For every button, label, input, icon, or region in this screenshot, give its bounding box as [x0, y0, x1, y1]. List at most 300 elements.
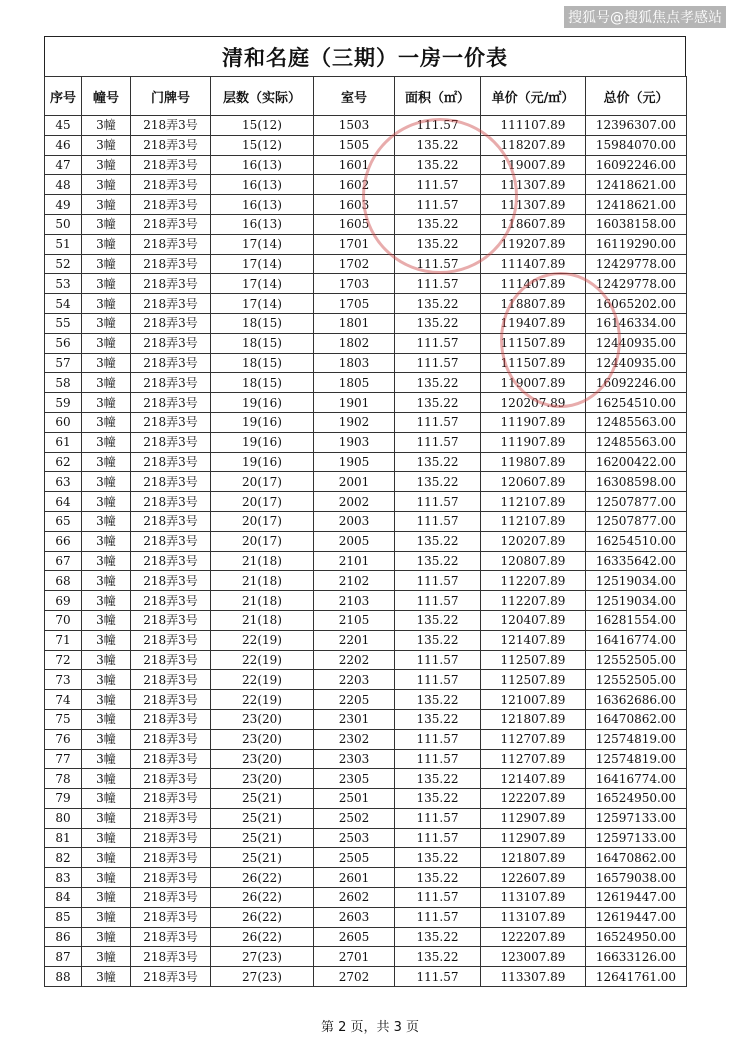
cell-room: 2205 [314, 690, 395, 710]
cell-building: 3幢 [82, 789, 131, 809]
cell-building: 3幢 [82, 254, 131, 274]
cell-floor: 21(18) [211, 551, 314, 571]
cell-floor: 22(19) [211, 690, 314, 710]
cell-index: 64 [45, 492, 82, 512]
table-row [45, 274, 687, 294]
cell-building: 3幢 [82, 234, 131, 254]
cell-room: 2301 [314, 709, 395, 729]
cell-unit-price: 112707.89 [481, 729, 586, 749]
cell-floor: 21(18) [211, 571, 314, 591]
cell-floor: 19(16) [211, 393, 314, 413]
cell-floor: 17(14) [211, 234, 314, 254]
cell-total-price: 15984070.00 [586, 135, 687, 155]
cell-area: 135.22 [395, 214, 481, 234]
cell-floor: 26(22) [211, 868, 314, 888]
cell-building: 3幢 [82, 472, 131, 492]
cell-index: 83 [45, 868, 82, 888]
cell-floor: 25(21) [211, 848, 314, 868]
cell-total-price: 12429778.00 [586, 254, 687, 274]
cell-total-price: 16254510.00 [586, 531, 687, 551]
cell-total-price: 16119290.00 [586, 234, 687, 254]
cell-total-price: 12552505.00 [586, 650, 687, 670]
cell-area: 135.22 [395, 313, 481, 333]
cell-room: 2303 [314, 749, 395, 769]
cell-unit-price: 120207.89 [481, 531, 586, 551]
cell-building: 3幢 [82, 214, 131, 234]
cell-room: 1903 [314, 432, 395, 452]
cell-area: 111.57 [395, 412, 481, 432]
page-footer: 第 2 页，共 3 页 [320, 1020, 420, 1035]
cell-unit-price: 111507.89 [481, 333, 586, 353]
cell-floor: 25(21) [211, 808, 314, 828]
cell-floor: 23(20) [211, 769, 314, 789]
table-row [45, 294, 687, 314]
cell-building: 3幢 [82, 630, 131, 650]
cell-unit-price: 113307.89 [481, 967, 586, 987]
cell-unit-price: 121407.89 [481, 630, 586, 650]
cell-index: 86 [45, 927, 82, 947]
cell-unit-price: 121407.89 [481, 769, 586, 789]
cell-area: 111.57 [395, 650, 481, 670]
table-row [45, 116, 687, 136]
cell-index: 82 [45, 848, 82, 868]
cell-door-number: 218弄3号 [131, 333, 211, 353]
cell-door-number: 218弄3号 [131, 353, 211, 373]
table-row [45, 729, 687, 749]
cell-total-price: 16038158.00 [586, 214, 687, 234]
cell-floor: 25(21) [211, 828, 314, 848]
cell-index: 73 [45, 670, 82, 690]
cell-index: 53 [45, 274, 82, 294]
cell-floor: 17(14) [211, 294, 314, 314]
cell-area: 135.22 [395, 393, 481, 413]
cell-unit-price: 112107.89 [481, 511, 586, 531]
table-row [45, 175, 687, 195]
cell-floor: 22(19) [211, 650, 314, 670]
cell-door-number: 218弄3号 [131, 492, 211, 512]
cell-total-price: 16362686.00 [586, 690, 687, 710]
cell-building: 3幢 [82, 274, 131, 294]
cell-floor: 27(23) [211, 967, 314, 987]
cell-room: 2305 [314, 769, 395, 789]
cell-floor: 21(18) [211, 610, 314, 630]
cell-building: 3幢 [82, 373, 131, 393]
cell-area: 135.22 [395, 868, 481, 888]
cell-total-price: 12507877.00 [586, 511, 687, 531]
cell-floor: 22(19) [211, 630, 314, 650]
cell-index: 80 [45, 808, 82, 828]
table-row [45, 234, 687, 254]
cell-area: 111.57 [395, 274, 481, 294]
cell-room: 2201 [314, 630, 395, 650]
table-row [45, 531, 687, 551]
table-row [45, 630, 687, 650]
cell-building: 3幢 [82, 907, 131, 927]
table-row [45, 155, 687, 175]
cell-index: 45 [45, 116, 82, 136]
cell-index: 58 [45, 373, 82, 393]
cell-door-number: 218弄3号 [131, 848, 211, 868]
cell-floor: 20(17) [211, 472, 314, 492]
cell-unit-price: 119807.89 [481, 452, 586, 472]
cell-unit-price: 120207.89 [481, 393, 586, 413]
cell-unit-price: 112207.89 [481, 571, 586, 591]
cell-door-number: 218弄3号 [131, 650, 211, 670]
cell-index: 63 [45, 472, 82, 492]
table-row [45, 927, 687, 947]
cell-index: 54 [45, 294, 82, 314]
table-row [45, 452, 687, 472]
cell-total-price: 16065202.00 [586, 294, 687, 314]
cell-room: 2005 [314, 531, 395, 551]
cell-area: 135.22 [395, 848, 481, 868]
cell-index: 51 [45, 234, 82, 254]
table-header-row [45, 77, 687, 116]
table-row [45, 610, 687, 630]
cell-door-number: 218弄3号 [131, 175, 211, 195]
header-room: 室号 [314, 77, 395, 116]
cell-area: 135.22 [395, 135, 481, 155]
cell-area: 111.57 [395, 353, 481, 373]
cell-building: 3幢 [82, 808, 131, 828]
cell-room: 1805 [314, 373, 395, 393]
table-row [45, 690, 687, 710]
table-row [45, 373, 687, 393]
cell-floor: 17(14) [211, 254, 314, 274]
cell-building: 3幢 [82, 690, 131, 710]
cell-floor: 18(15) [211, 313, 314, 333]
cell-index: 55 [45, 313, 82, 333]
cell-unit-price: 122207.89 [481, 789, 586, 809]
cell-total-price: 12619447.00 [586, 888, 687, 908]
cell-room: 1803 [314, 353, 395, 373]
cell-index: 65 [45, 511, 82, 531]
cell-floor: 18(15) [211, 353, 314, 373]
cell-unit-price: 111907.89 [481, 432, 586, 452]
cell-door-number: 218弄3号 [131, 947, 211, 967]
cell-unit-price: 112707.89 [481, 749, 586, 769]
cell-total-price: 12574819.00 [586, 729, 687, 749]
cell-unit-price: 111307.89 [481, 175, 586, 195]
cell-area: 135.22 [395, 531, 481, 551]
cell-floor: 16(13) [211, 195, 314, 215]
cell-floor: 26(22) [211, 907, 314, 927]
header-building: 幢号 [82, 77, 131, 116]
cell-total-price: 16416774.00 [586, 630, 687, 650]
cell-room: 1601 [314, 155, 395, 175]
cell-total-price: 12429778.00 [586, 274, 687, 294]
table-body [45, 116, 687, 987]
cell-door-number: 218弄3号 [131, 630, 211, 650]
table-row [45, 432, 687, 452]
cell-floor: 18(15) [211, 333, 314, 353]
table-row [45, 670, 687, 690]
cell-building: 3幢 [82, 650, 131, 670]
cell-index: 46 [45, 135, 82, 155]
cell-total-price: 12641761.00 [586, 967, 687, 987]
cell-total-price: 12485563.00 [586, 432, 687, 452]
cell-area: 135.22 [395, 789, 481, 809]
cell-total-price: 16470862.00 [586, 848, 687, 868]
table-row [45, 254, 687, 274]
cell-building: 3幢 [82, 868, 131, 888]
cell-area: 111.57 [395, 967, 481, 987]
cell-area: 135.22 [395, 551, 481, 571]
cell-door-number: 218弄3号 [131, 214, 211, 234]
cell-area: 111.57 [395, 492, 481, 512]
cell-room: 2605 [314, 927, 395, 947]
table-row [45, 868, 687, 888]
cell-total-price: 16524950.00 [586, 789, 687, 809]
cell-area: 111.57 [395, 511, 481, 531]
table-row [45, 907, 687, 927]
table-row [45, 769, 687, 789]
cell-room: 2103 [314, 591, 395, 611]
cell-building: 3幢 [82, 571, 131, 591]
cell-building: 3幢 [82, 749, 131, 769]
cell-unit-price: 122607.89 [481, 868, 586, 888]
cell-index: 85 [45, 907, 82, 927]
cell-room: 2202 [314, 650, 395, 670]
cell-total-price: 12552505.00 [586, 670, 687, 690]
cell-index: 56 [45, 333, 82, 353]
cell-door-number: 218弄3号 [131, 116, 211, 136]
cell-building: 3幢 [82, 848, 131, 868]
cell-room: 2101 [314, 551, 395, 571]
cell-area: 135.22 [395, 373, 481, 393]
cell-room: 1902 [314, 412, 395, 432]
cell-room: 2602 [314, 888, 395, 908]
cell-door-number: 218弄3号 [131, 393, 211, 413]
cell-room: 1802 [314, 333, 395, 353]
cell-building: 3幢 [82, 155, 131, 175]
cell-area: 135.22 [395, 472, 481, 492]
cell-index: 57 [45, 353, 82, 373]
table-row [45, 749, 687, 769]
cell-total-price: 16092246.00 [586, 155, 687, 175]
cell-door-number: 218弄3号 [131, 452, 211, 472]
cell-area: 135.22 [395, 690, 481, 710]
cell-area: 111.57 [395, 907, 481, 927]
cell-area: 111.57 [395, 195, 481, 215]
table-row [45, 709, 687, 729]
cell-room: 1602 [314, 175, 395, 195]
cell-total-price: 12485563.00 [586, 412, 687, 432]
cell-area: 111.57 [395, 828, 481, 848]
cell-total-price: 16308598.00 [586, 472, 687, 492]
cell-unit-price: 120807.89 [481, 551, 586, 571]
cell-floor: 26(22) [211, 927, 314, 947]
cell-total-price: 16416774.00 [586, 769, 687, 789]
cell-room: 2603 [314, 907, 395, 927]
cell-index: 72 [45, 650, 82, 670]
table-row [45, 214, 687, 234]
cell-building: 3幢 [82, 294, 131, 314]
table-row [45, 888, 687, 908]
cell-door-number: 218弄3号 [131, 927, 211, 947]
cell-room: 2001 [314, 472, 395, 492]
cell-unit-price: 119207.89 [481, 234, 586, 254]
cell-building: 3幢 [82, 670, 131, 690]
table-row [45, 947, 687, 967]
cell-room: 1605 [314, 214, 395, 234]
cell-unit-price: 121007.89 [481, 690, 586, 710]
cell-unit-price: 111307.89 [481, 195, 586, 215]
cell-area: 111.57 [395, 254, 481, 274]
cell-index: 67 [45, 551, 82, 571]
table-row [45, 393, 687, 413]
cell-room: 2102 [314, 571, 395, 591]
cell-floor: 16(13) [211, 155, 314, 175]
cell-index: 47 [45, 155, 82, 175]
cell-building: 3幢 [82, 116, 131, 136]
cell-unit-price: 111407.89 [481, 254, 586, 274]
cell-door-number: 218弄3号 [131, 591, 211, 611]
cell-index: 88 [45, 967, 82, 987]
cell-unit-price: 112907.89 [481, 828, 586, 848]
cell-building: 3幢 [82, 195, 131, 215]
cell-building: 3幢 [82, 729, 131, 749]
table-row [45, 135, 687, 155]
cell-area: 135.22 [395, 155, 481, 175]
cell-unit-price: 111507.89 [481, 353, 586, 373]
cell-total-price: 12418621.00 [586, 175, 687, 195]
cell-door-number: 218弄3号 [131, 254, 211, 274]
cell-door-number: 218弄3号 [131, 531, 211, 551]
table-row [45, 828, 687, 848]
cell-building: 3幢 [82, 610, 131, 630]
cell-area: 135.22 [395, 452, 481, 472]
cell-area: 111.57 [395, 808, 481, 828]
cell-total-price: 12396307.00 [586, 116, 687, 136]
cell-unit-price: 118607.89 [481, 214, 586, 234]
cell-door-number: 218弄3号 [131, 967, 211, 987]
cell-building: 3幢 [82, 927, 131, 947]
cell-area: 111.57 [395, 333, 481, 353]
cell-index: 48 [45, 175, 82, 195]
cell-floor: 16(13) [211, 175, 314, 195]
cell-room: 1603 [314, 195, 395, 215]
table-row [45, 848, 687, 868]
cell-floor: 19(16) [211, 412, 314, 432]
cell-index: 68 [45, 571, 82, 591]
cell-floor: 22(19) [211, 670, 314, 690]
cell-total-price: 12440935.00 [586, 333, 687, 353]
table-row [45, 650, 687, 670]
cell-index: 78 [45, 769, 82, 789]
table-row [45, 472, 687, 492]
cell-unit-price: 112507.89 [481, 670, 586, 690]
cell-area: 135.22 [395, 630, 481, 650]
table-row [45, 195, 687, 215]
cell-room: 1701 [314, 234, 395, 254]
cell-floor: 27(23) [211, 947, 314, 967]
cell-total-price: 16254510.00 [586, 393, 687, 413]
header-index: 序号 [45, 77, 82, 116]
cell-total-price: 16200422.00 [586, 452, 687, 472]
cell-total-price: 16470862.00 [586, 709, 687, 729]
cell-floor: 21(18) [211, 591, 314, 611]
table-row [45, 789, 687, 809]
cell-floor: 23(20) [211, 709, 314, 729]
cell-room: 1505 [314, 135, 395, 155]
cell-room: 2203 [314, 670, 395, 690]
cell-door-number: 218弄3号 [131, 274, 211, 294]
page-title: 清和名庭（三期）一房一价表 [44, 36, 686, 76]
cell-room: 1503 [314, 116, 395, 136]
cell-area: 111.57 [395, 888, 481, 908]
cell-floor: 19(16) [211, 432, 314, 452]
cell-unit-price: 120407.89 [481, 610, 586, 630]
cell-area: 135.22 [395, 294, 481, 314]
cell-door-number: 218弄3号 [131, 135, 211, 155]
cell-unit-price: 111107.89 [481, 116, 586, 136]
cell-door-number: 218弄3号 [131, 907, 211, 927]
cell-room: 2501 [314, 789, 395, 809]
cell-unit-price: 122207.89 [481, 927, 586, 947]
cell-floor: 18(15) [211, 373, 314, 393]
table-row [45, 353, 687, 373]
cell-index: 76 [45, 729, 82, 749]
table-row [45, 551, 687, 571]
cell-floor: 20(17) [211, 511, 314, 531]
cell-door-number: 218弄3号 [131, 709, 211, 729]
cell-total-price: 12597133.00 [586, 808, 687, 828]
cell-door-number: 218弄3号 [131, 828, 211, 848]
cell-door-number: 218弄3号 [131, 571, 211, 591]
cell-total-price: 16633126.00 [586, 947, 687, 967]
cell-building: 3幢 [82, 175, 131, 195]
cell-area: 111.57 [395, 670, 481, 690]
cell-index: 50 [45, 214, 82, 234]
cell-index: 81 [45, 828, 82, 848]
cell-floor: 20(17) [211, 492, 314, 512]
cell-unit-price: 112107.89 [481, 492, 586, 512]
cell-room: 2003 [314, 511, 395, 531]
cell-index: 60 [45, 412, 82, 432]
cell-building: 3幢 [82, 412, 131, 432]
cell-building: 3幢 [82, 769, 131, 789]
cell-door-number: 218弄3号 [131, 551, 211, 571]
cell-area: 111.57 [395, 749, 481, 769]
cell-area: 135.22 [395, 234, 481, 254]
cell-index: 87 [45, 947, 82, 967]
cell-door-number: 218弄3号 [131, 432, 211, 452]
cell-area: 111.57 [395, 175, 481, 195]
cell-building: 3幢 [82, 353, 131, 373]
cell-total-price: 12418621.00 [586, 195, 687, 215]
table-row [45, 511, 687, 531]
cell-total-price: 12597133.00 [586, 828, 687, 848]
table-row [45, 808, 687, 828]
cell-unit-price: 119407.89 [481, 313, 586, 333]
cell-floor: 19(16) [211, 452, 314, 472]
cell-index: 84 [45, 888, 82, 908]
table-row [45, 967, 687, 987]
cell-door-number: 218弄3号 [131, 729, 211, 749]
cell-total-price: 12519034.00 [586, 571, 687, 591]
cell-building: 3幢 [82, 135, 131, 155]
cell-room: 1702 [314, 254, 395, 274]
cell-building: 3幢 [82, 947, 131, 967]
cell-area: 135.22 [395, 709, 481, 729]
cell-area: 135.22 [395, 927, 481, 947]
cell-building: 3幢 [82, 313, 131, 333]
cell-building: 3幢 [82, 432, 131, 452]
cell-unit-price: 112507.89 [481, 650, 586, 670]
cell-area: 111.57 [395, 432, 481, 452]
cell-room: 1703 [314, 274, 395, 294]
